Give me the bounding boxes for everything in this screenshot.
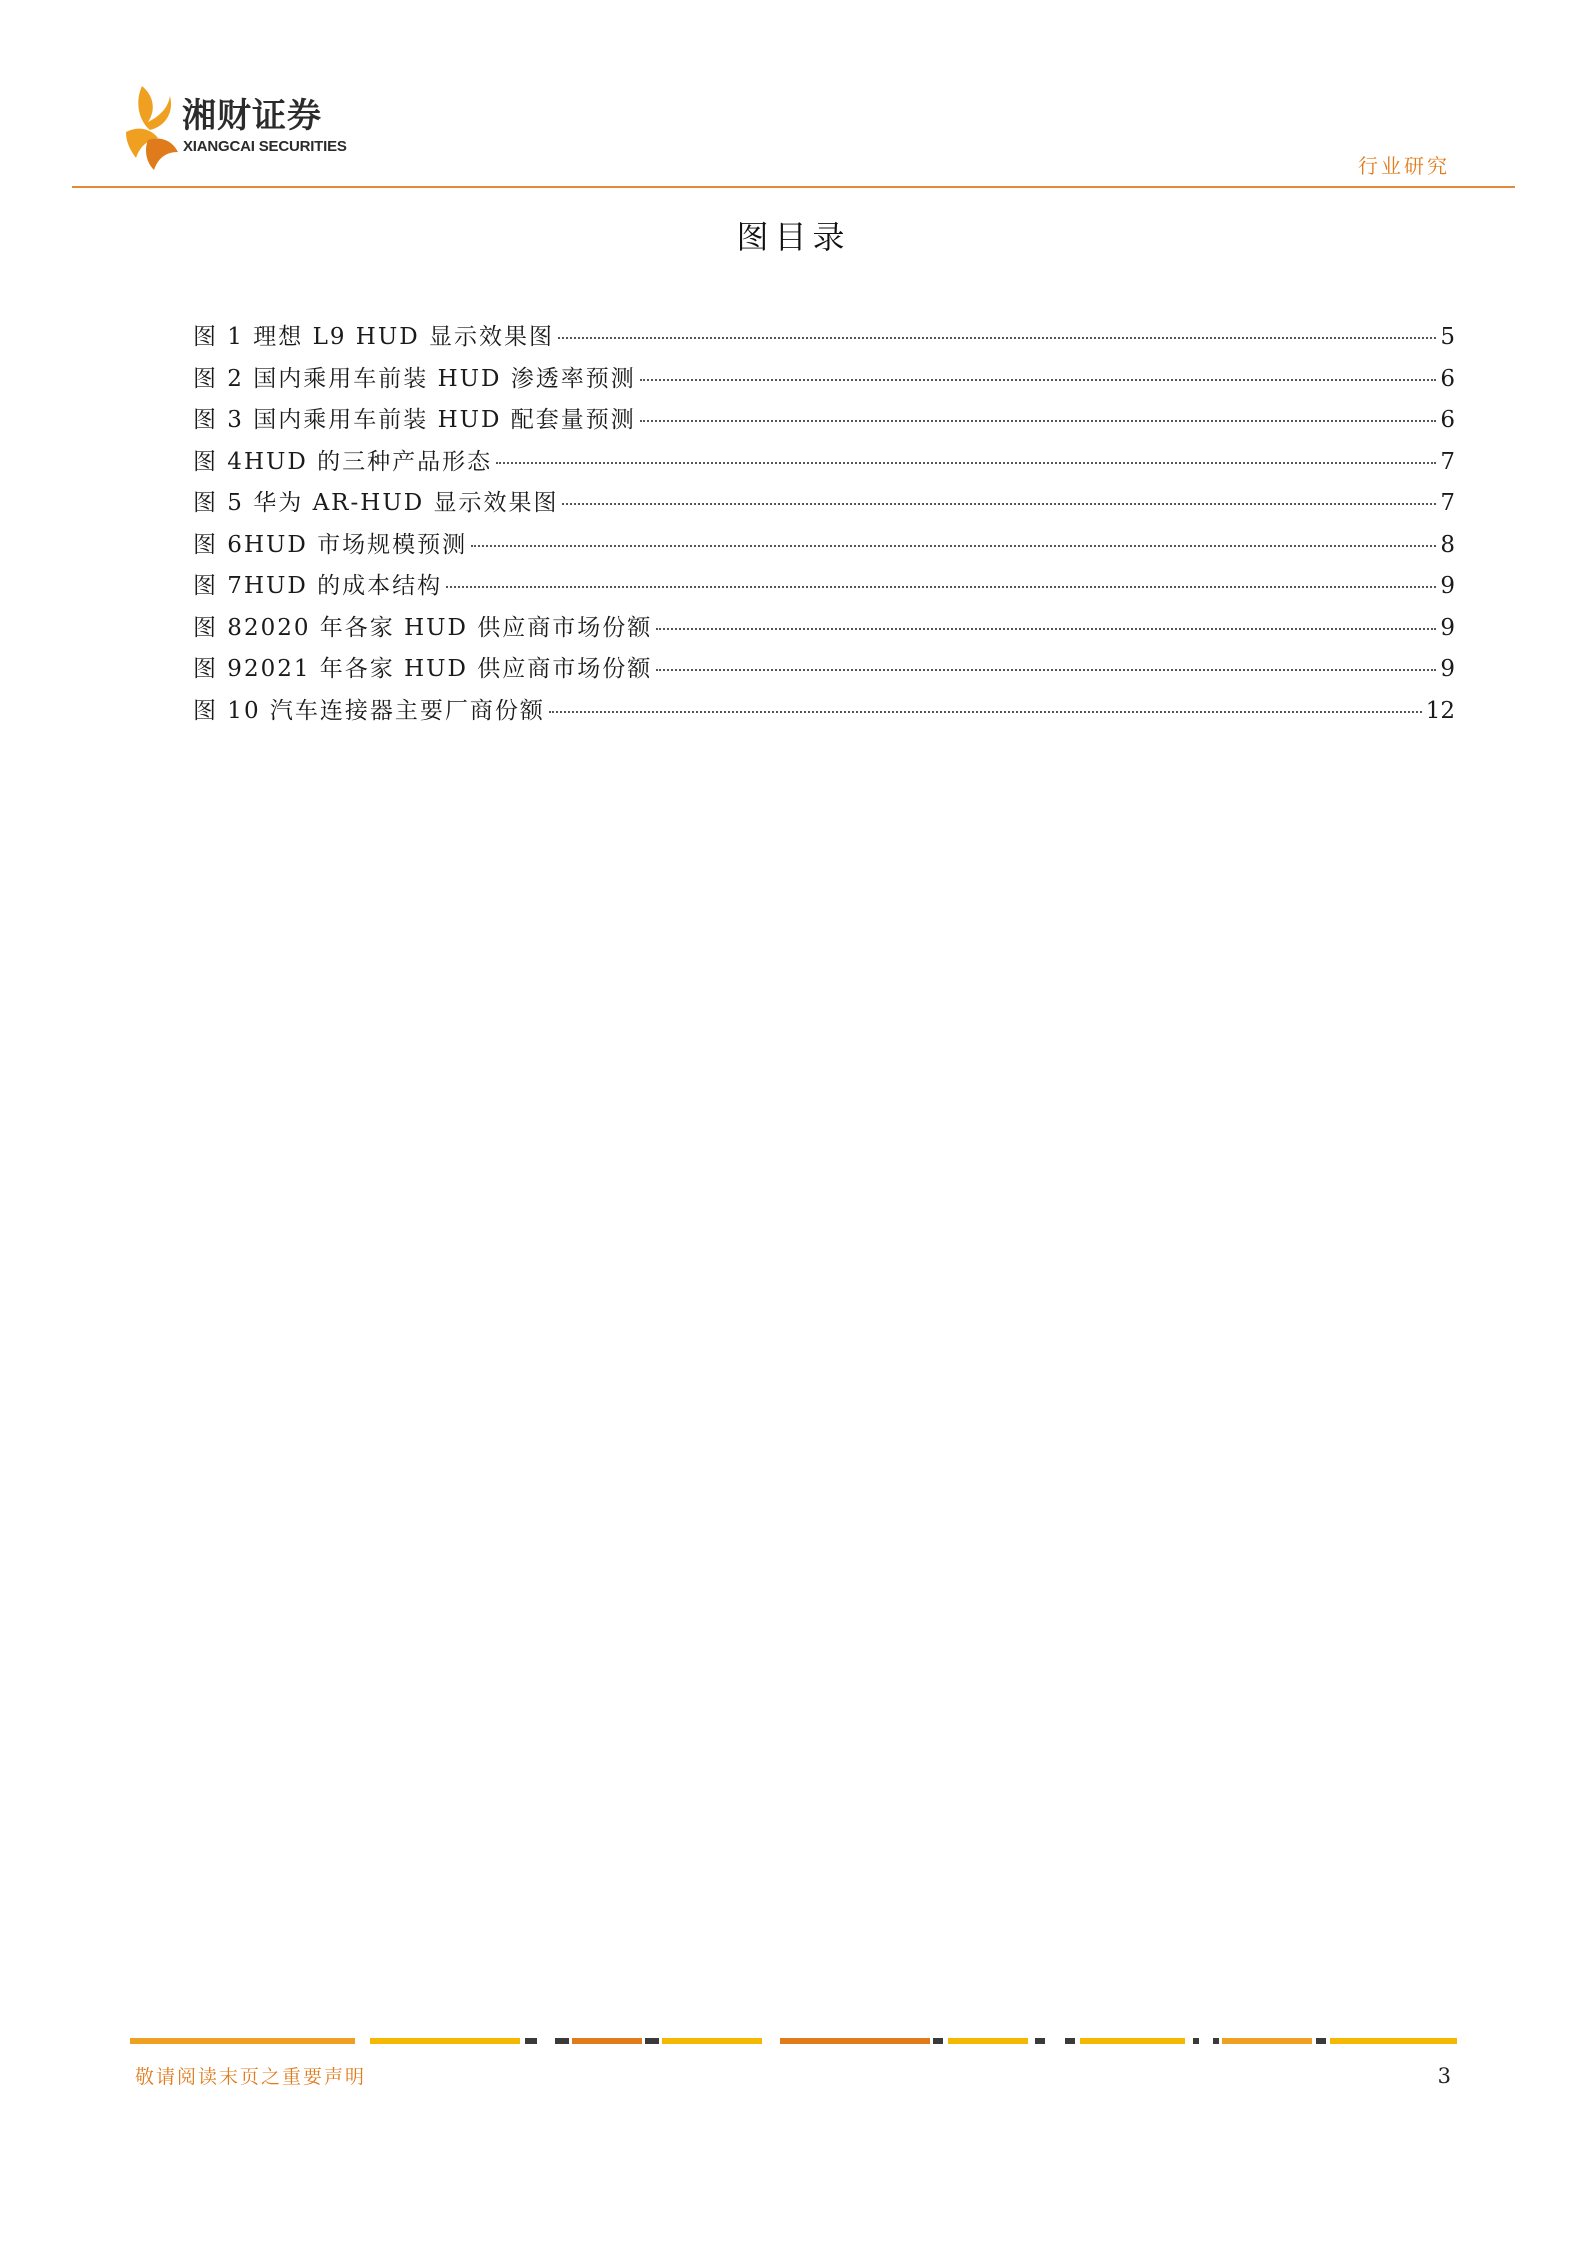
footer-bar-segment [1316, 2038, 1326, 2044]
dot-leader [446, 586, 1436, 588]
header-divider [72, 186, 1515, 188]
toc-entry-page: 9 [1440, 614, 1455, 641]
toc-entry-figure-9[interactable] [193, 650, 1455, 692]
toc-entry-label: 图 5 华为 AR-HUD 显示效果图 [193, 490, 559, 516]
toc-entry-label: 图 3 国内乘用车前装 HUD 配套量预测 [193, 407, 636, 433]
toc-entry-figure-2[interactable] [193, 360, 1455, 402]
footer-bar-segment [1213, 2038, 1219, 2044]
toc-entry-figure-7[interactable] [193, 567, 1455, 609]
toc-entry-figure-8[interactable] [193, 609, 1455, 651]
toc-title: 图目录 [736, 218, 851, 256]
toc-entry-page: 8 [1440, 531, 1455, 558]
page-number: 3 [1437, 2064, 1451, 2088]
footer-bar-segment [1065, 2038, 1075, 2044]
toc-entry-label: 图 6HUD 市场规模预测 [193, 531, 468, 558]
toc-entry-page: 7 [1440, 490, 1455, 516]
brand-name-cn: 湘财证券 [182, 96, 322, 136]
dot-leader [656, 669, 1436, 671]
brand-name-en: XIANGCAI SECURITIES [183, 138, 347, 155]
footer-bar-segment [1330, 2038, 1457, 2044]
figure-list [193, 318, 1455, 733]
footer-bar-segment [555, 2038, 569, 2044]
footer-bar-segment [780, 2038, 930, 2044]
toc-entry-label: 图 4HUD 的三种产品形态 [193, 448, 493, 475]
footer-decorative-bar [130, 2038, 1457, 2044]
footer-bar-segment [370, 2038, 520, 2044]
toc-entry-label: 图 10 汽车连接器主要厂商份额 [193, 697, 545, 724]
xiangcai-logo-icon [120, 82, 182, 172]
dot-leader [562, 503, 1436, 505]
dot-leader [656, 628, 1436, 630]
dot-leader [640, 379, 1437, 381]
report-category: 行业研究 [1358, 154, 1450, 178]
footer-bar-segment [525, 2038, 537, 2044]
footer-bar-segment [933, 2038, 943, 2044]
toc-entry-page: 9 [1440, 656, 1455, 682]
toc-entry-figure-10[interactable] [193, 692, 1455, 734]
toc-entry-page: 7 [1440, 448, 1455, 475]
disclaimer-notice: 敬请阅读末页之重要声明 [135, 2066, 367, 2088]
toc-entry-page: 5 [1440, 324, 1455, 350]
toc-entry-figure-5[interactable] [193, 484, 1455, 526]
toc-entry-figure-6[interactable] [193, 526, 1455, 568]
toc-entry-page: 9 [1440, 573, 1455, 599]
toc-entry-page: 12 [1425, 697, 1455, 724]
toc-entry-page: 6 [1440, 365, 1455, 392]
footer-bar-segment [1080, 2038, 1185, 2044]
toc-entry-page: 6 [1440, 407, 1455, 433]
footer-bar-segment [1193, 2038, 1199, 2044]
footer-bar-segment [948, 2038, 1028, 2044]
toc-entry-figure-4[interactable] [193, 443, 1455, 485]
footer-bar-segment [572, 2038, 642, 2044]
dot-leader [640, 420, 1437, 422]
footer-bar-segment [130, 2038, 355, 2044]
footer-bar-segment [1035, 2038, 1045, 2044]
toc-entry-label: 图 1 理想 L9 HUD 显示效果图 [193, 324, 554, 350]
footer-bar-segment [662, 2038, 762, 2044]
dot-leader [496, 462, 1436, 464]
toc-entry-figure-3[interactable] [193, 401, 1455, 443]
dot-leader [558, 337, 1436, 339]
toc-entry-label: 图 2 国内乘用车前装 HUD 渗透率预测 [193, 365, 636, 392]
toc-entry-label: 图 82020 年各家 HUD 供应商市场份额 [193, 614, 653, 641]
dot-leader [471, 545, 1436, 547]
footer-bar-segment [645, 2038, 659, 2044]
toc-entry-figure-1[interactable] [193, 318, 1455, 360]
company-logo [120, 82, 350, 172]
toc-entry-label: 图 7HUD 的成本结构 [193, 573, 443, 599]
dot-leader [549, 711, 1422, 713]
footer-bar-segment [1222, 2038, 1312, 2044]
toc-entry-label: 图 92021 年各家 HUD 供应商市场份额 [193, 656, 653, 682]
